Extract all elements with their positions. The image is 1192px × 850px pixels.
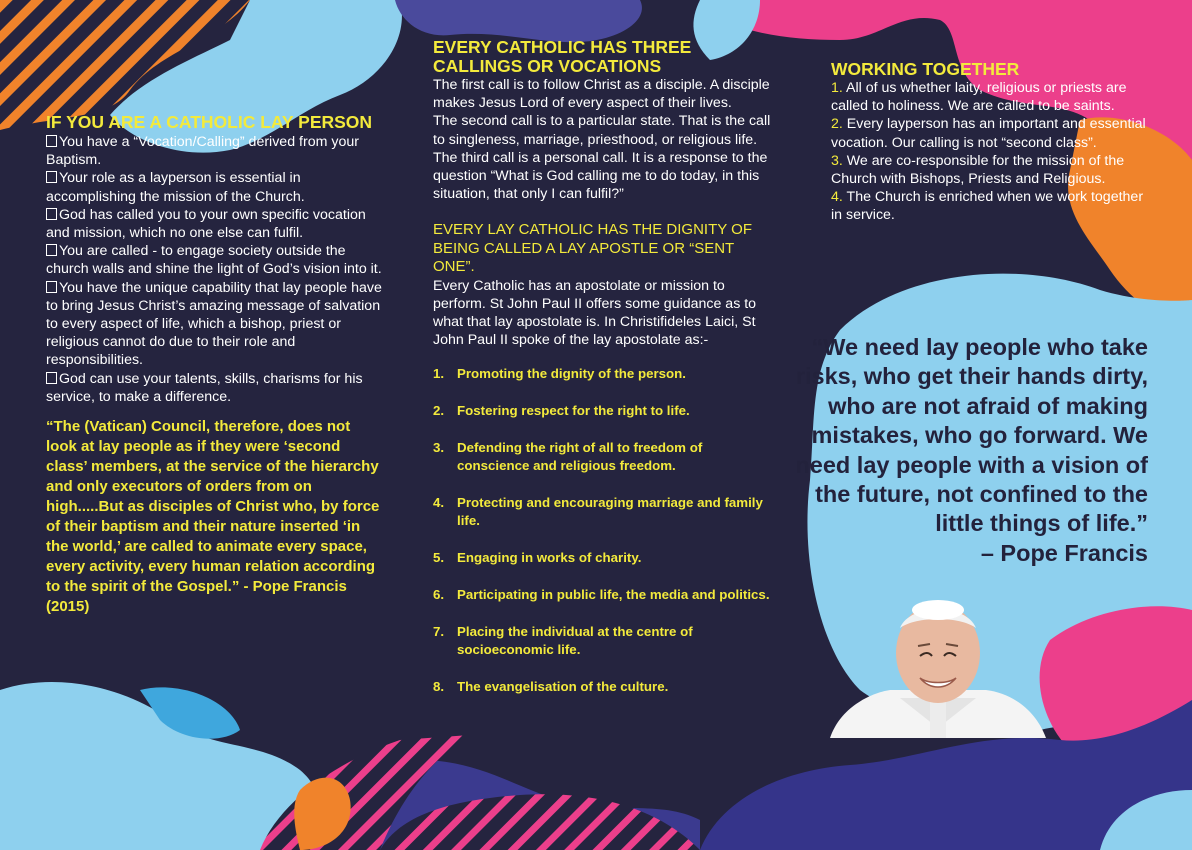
bullet-item: God has called you to your own specific vocation and mission, which no one else can fulfil. (46, 206, 366, 242)
pope-portrait-image (830, 598, 1046, 738)
list-item: 2. Every layperson has an important and essential vocation. Our calling is not “second class”. (831, 116, 1146, 151)
bullet-item: You are called - to engage society outside the church walls and shine the light of God’s vision into it. (46, 243, 382, 278)
checkbox-icon (46, 171, 57, 183)
call-paragraph: The second call is to a particular state. That is the call to singleness, marriage, priesthood, or religious life. (433, 113, 771, 148)
quote-attribution: – Pope Francis (980, 539, 1148, 566)
vatican-council-quote: “The (Vatican) Council, therefore, does not look at lay people as if they were ‘second class’ members, at the service of the hierarchy and only executors of orders from on high.....But as disciples of Christ who, by force of their baptism and their nature inserted ‘in the world,’ are called to animate every space, every activity, every human relation according to the spirit of the Gospel.” - Pope Francis (2015) (46, 418, 380, 616)
vocations-column (433, 38, 775, 696)
list-item: 1. Promoting the dignity of the person. (433, 366, 686, 382)
apostolate-list (433, 365, 775, 696)
bullet-item: God can use your talents, skills, charisms for his service, to make a difference. (46, 370, 363, 405)
call-paragraph: The third call is a personal call. It is a response to the question “What is God calling me to do today, in this situation, that only I can fulfil?” (433, 149, 768, 203)
list-item: 6. Participating in public life, the media and politics. (433, 587, 770, 603)
checkbox-icon (46, 372, 57, 384)
lay-person-column (46, 113, 386, 617)
checkbox-icon (46, 208, 57, 220)
apostolate-intro: Every Catholic has an apostolate or mission to perform. St John Paul II offers some guidance as to what that lay apostolate is. In Christifideles Laici, St John Paul II spoke of the lay apostolate as:- (433, 277, 757, 349)
calls-text (433, 76, 775, 203)
vocations-heading: EVERY CATHOLIC HAS THREE CALLINGS OR VOCATIONS (433, 37, 692, 76)
list-item: 1. All of us whether laity, religious or priests are called to holiness. We are called to be saints. (831, 80, 1127, 115)
working-together-heading: WORKING TOGETHER (831, 59, 1020, 79)
call-paragraph: The first call is to follow Christ as a disciple. A disciple makes Jesus Lord of every aspect of their lives. (433, 77, 770, 112)
list-item: 3. We are co-responsible for the mission of the Church with Bishops, Priests and Religious. (831, 152, 1125, 188)
lay-person-heading: IF YOU ARE A CATHOLIC LAY PERSON (46, 112, 373, 132)
list-item: 4. The Church is enriched when we work together in service. (831, 189, 1144, 224)
bullet-item: Your role as a layperson is essential in accomplishing the mission of the Church. (46, 170, 305, 205)
checkbox-icon (46, 281, 57, 293)
list-item: 8. The evangelisation of the culture. (433, 679, 669, 695)
pope-francis-quote (768, 333, 1148, 568)
checkbox-icon (46, 135, 57, 147)
list-item: 2. Fostering respect for the right to life. (433, 403, 690, 419)
bullet-item: You have the unique capability that lay people have to bring Jesus Christ’s amazing message of salvation to every aspect of life, which a bishop, priest or religious cannot do due to their role and responsibilities. (46, 279, 382, 369)
checkbox-icon (46, 244, 57, 256)
list-item: 7. Placing the individual at the centre of socioeconomic life. (433, 624, 693, 658)
list-item: 3. Defending the right of all to freedom of conscience and religious freedom. (433, 440, 703, 474)
bullet-item: You have a “Vocation/Calling” derived from your Baptism. (46, 134, 359, 169)
quote-text: “We need lay people who take risks, who get their hands dirty, who are not afraid of making mistakes, who go forward. We need lay people with a vision of the future, not confined to the little things of life.” (795, 334, 1148, 537)
lay-apostle-subheading: EVERY LAY CATHOLIC HAS THE DIGNITY OF BEING CALLED A LAY APOSTLE OR “SENT ONE”. (433, 221, 752, 276)
working-together-column (831, 60, 1149, 225)
list-item: 5. Engaging in works of charity. (433, 550, 642, 566)
lay-person-bullets (46, 133, 386, 406)
list-item: 4. Protecting and encouraging marriage and family life. (433, 495, 763, 529)
